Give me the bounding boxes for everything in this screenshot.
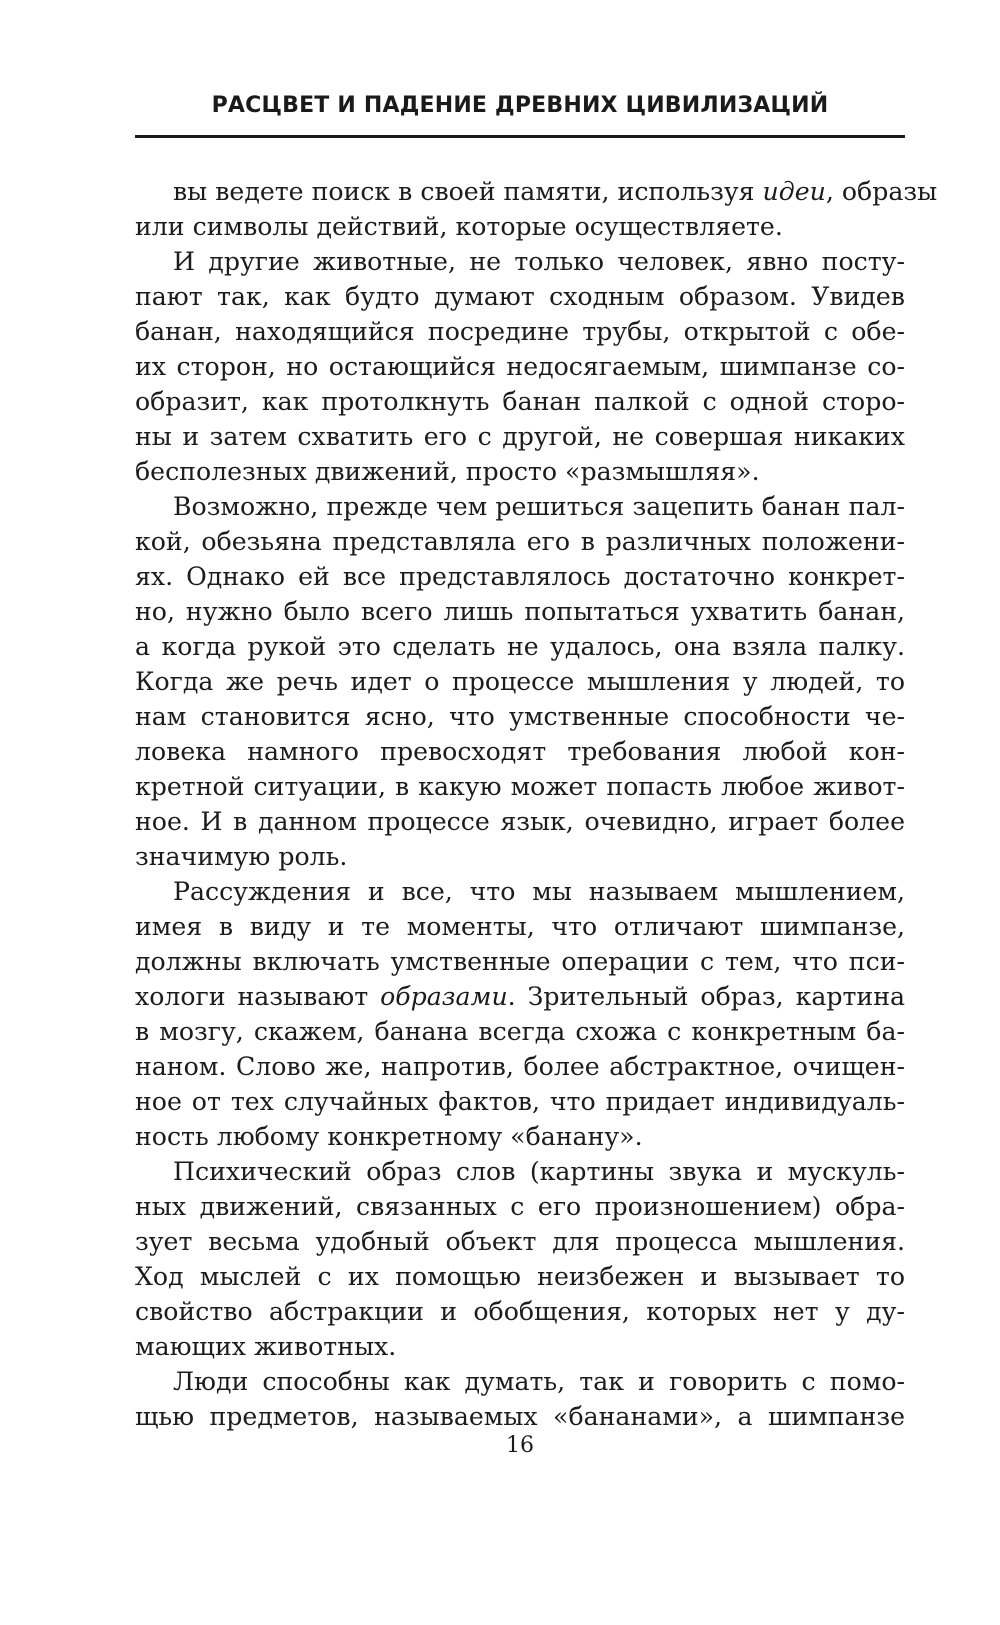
text-run: бесполезных движений, просто «размышляя». [135, 457, 760, 486]
text-run: свойство абстракции и обобщения, которых нет у ду- [135, 1297, 905, 1326]
text-run: Когда же речь идет о процессе мышления у людей, то [135, 667, 905, 696]
text-line [135, 279, 905, 314]
text-run: Возможно, прежде чем решиться зацепить банан пал- [173, 492, 905, 521]
text-run: имея в виду и те моменты, что отличают шимпанзе, [135, 912, 905, 941]
paragraph [135, 174, 938, 244]
text-run: ны и затем схватить его с другой, не совершая никаких [135, 422, 905, 451]
text-line [135, 874, 905, 909]
text-run: Ход мыслей с их помощью неизбежен и вызывает то [135, 1262, 905, 1291]
text-run: образит, как протолкнуть банан палкой с одной сторо- [135, 387, 905, 416]
text-line [135, 559, 905, 594]
text-line [135, 1119, 905, 1154]
text-line [135, 1329, 905, 1364]
text-line [135, 769, 905, 804]
text-line [135, 454, 905, 489]
running-head: РАСЦВЕТ И ПАДЕНИЕ ДРЕВНИХ ЦИВИЛИЗАЦИЙ [211, 93, 829, 118]
text-run: Люди способны как думать, так и говорить с помо- [173, 1367, 905, 1396]
text-line [135, 489, 905, 524]
text-line [135, 1189, 905, 1224]
text-line [135, 804, 905, 839]
text-line [135, 1049, 905, 1084]
text-line [135, 1259, 905, 1294]
text-run: значимую роль. [135, 842, 348, 871]
text-line [135, 314, 905, 349]
text-run: мающих животных. [135, 1332, 397, 1361]
text-line [135, 909, 905, 944]
text-run: ное от тех случайных фактов, что придает индивидуаль- [135, 1087, 905, 1116]
text-line [135, 384, 905, 419]
text-run: . Зрительный образ, картина [507, 982, 905, 1011]
text-run: зует весьма удобный объект для процесса мышления. [135, 1227, 905, 1256]
text-run: вы ведете поиск в своей памяти, используя [173, 177, 763, 206]
text-run: их сторон, но остающийся недосягаемым, шимпанзе со- [135, 352, 905, 381]
text-line [135, 629, 905, 664]
text-line [135, 1399, 905, 1434]
italic-term: идеи [762, 177, 826, 206]
text-line [135, 594, 905, 629]
italic-term: образами [380, 982, 508, 1011]
text-run: хологи называют [135, 982, 381, 1011]
page-number: 16 [506, 1433, 534, 1458]
text-run: но, нужно было всего лишь попытаться ухватить банан, [135, 597, 905, 626]
paragraph [135, 1154, 905, 1364]
text-line [135, 734, 905, 769]
text-line [135, 419, 905, 454]
paragraph [135, 874, 905, 1154]
text-run: кретной ситуации, в какую может попасть любое живот- [135, 772, 905, 801]
text-run: ное. И в данном процессе язык, очевидно, играет более [135, 807, 905, 836]
text-run: ных движений, связанных с его произношением) обра- [135, 1192, 905, 1221]
text-line [135, 839, 905, 874]
paragraph [135, 1364, 905, 1434]
text-line [135, 1364, 905, 1399]
text-run: пают так, как будто думают сходным образом. Увидев [135, 282, 905, 311]
text-line [135, 524, 905, 559]
text-run: ловека намного превосходят требования любой кон- [135, 737, 905, 766]
text-line [135, 944, 905, 979]
text-line [135, 699, 905, 734]
text-run: Психический образ слов (картины звука и мускуль- [173, 1157, 905, 1186]
text-run: щью предметов, называемых «бананами», а шимпанзе [135, 1402, 905, 1431]
text-line [135, 979, 905, 1014]
text-run: или символы действий, которые осуществляете. [135, 212, 783, 241]
text-line [135, 244, 905, 279]
text-line [135, 1224, 905, 1259]
text-run: кой, обезьяна представляла его в различных положени- [135, 527, 905, 556]
text-line [135, 209, 905, 244]
text-run: а когда рукой это сделать не удалось, она взяла палку. [135, 632, 905, 661]
text-run: ность любому конкретному «банану». [135, 1122, 643, 1151]
text-run: , образы [825, 177, 938, 206]
body-text [135, 174, 938, 1434]
text-line [135, 174, 938, 209]
text-line [135, 1294, 905, 1329]
text-line [135, 349, 905, 384]
text-line [135, 1154, 905, 1189]
text-line [135, 1084, 905, 1119]
text-run: нам становится ясно, что умственные способности че- [135, 702, 905, 731]
text-run: банан, находящийся посредине трубы, открытой с обе- [135, 317, 905, 346]
text-run: Рассуждения и все, что мы называем мышлением, [173, 877, 905, 906]
text-run: И другие животные, не только человек, явно посту- [173, 247, 905, 276]
header-rule [135, 135, 905, 138]
text-run: в мозгу, скажем, банана всегда схожа с конкретным ба- [135, 1017, 905, 1046]
paragraph [135, 244, 905, 489]
paragraph [135, 489, 905, 874]
text-run: должны включать умственные операции с тем, что пси- [135, 947, 905, 976]
text-line [135, 1014, 905, 1049]
text-line [135, 664, 905, 699]
text-run: наном. Слово же, напротив, более абстрактное, очищен- [135, 1052, 905, 1081]
text-run: ях. Однако ей все представлялось достаточно конкрет- [135, 562, 905, 591]
